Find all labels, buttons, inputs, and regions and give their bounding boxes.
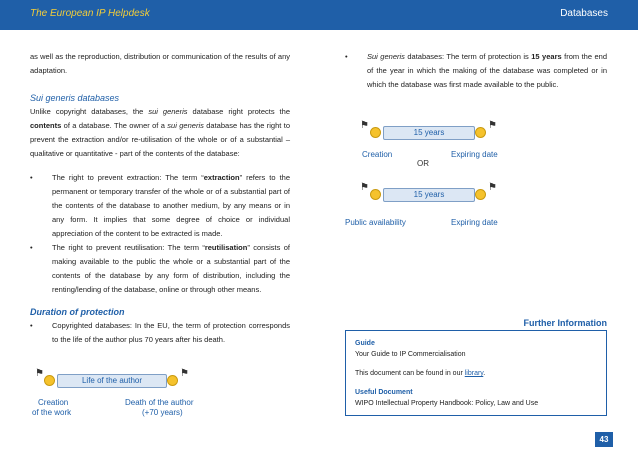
- further-information-title: Further Information: [523, 318, 607, 328]
- right-column: [345, 50, 607, 92]
- list-item-extraction: • The right to prevent extraction: The term “extraction” refers to the permanent or temporary transfer of the whole or of a substantial part of the contents of the database to another medium, by any means or in any form. It implies that some degree of choice or individual appreciation of the content to be extracted is made.: [30, 173, 290, 238]
- library-note: This document can be found in our library.: [355, 370, 486, 377]
- life-of-author-bar: Life of the author: [57, 374, 167, 388]
- rights-list: [30, 171, 290, 297]
- library-link[interactable]: library: [464, 370, 484, 377]
- start-marker-icon: [44, 375, 55, 386]
- sui-generis-duration-list: [345, 50, 607, 92]
- end-marker-icon: [167, 375, 178, 386]
- fifteen-years-bar: 15 years: [383, 188, 475, 202]
- life-of-author-figure: [30, 366, 230, 426]
- of-the-work-label: of the work: [32, 408, 72, 417]
- list-item-copyright: • Copyrighted databases: In the EU, the term of protection corresponds to the life of the author plus 70 years after his death.: [30, 321, 290, 344]
- header-right-title: Databases: [560, 8, 608, 19]
- start-marker-icon: [370, 189, 381, 200]
- list-item-sui-generis: • Sui generis databases: The term of protection is 15 years from the end of the year in which the making of the database was completed or in which the database was first made available to the public.: [345, 52, 607, 89]
- public-availability-timeline-figure: [345, 180, 607, 230]
- flag-start-icon: ⚑: [360, 182, 369, 193]
- death-of-author-label: Death of the author: [125, 398, 194, 407]
- sui-generis-paragraph: Unlike copyright databases, the sui generis database right protects the contents of a database. The owner of a sui generis database has the right to prevent the extraction and/or re-utilisation of the whole or of a substantial – qualitative or quantitative - part of the contents of the database:: [30, 107, 290, 158]
- plus-70-years-label: (+70 years): [142, 408, 183, 417]
- list-item-reutilisation: • The right to prevent reutilisation: The term “reutilisation” consists of making available to the public the whole or a substantial part of the contents of the database by any form of distribution, including the renting/lending of the database, online or through other means.: [30, 243, 290, 294]
- intro-paragraph: as well as the reproduction, distribution or communication of the results of any adaptation.: [30, 52, 290, 75]
- header-left-title: The European IP Helpdesk: [30, 8, 150, 19]
- fifteen-years-bar: 15 years: [383, 126, 475, 140]
- or-label: OR: [417, 159, 429, 168]
- creation-timeline-figure: [345, 118, 607, 173]
- guide-label: Guide: [355, 340, 375, 347]
- sui-generis-heading: Sui generis databases: [30, 93, 120, 103]
- flag-end-icon: ⚑: [488, 120, 497, 131]
- header-bar: [0, 0, 638, 30]
- flag-end-icon: ⚑: [488, 182, 497, 193]
- start-marker-icon: [370, 127, 381, 138]
- duration-heading: Duration of protection: [30, 307, 125, 317]
- flag-start-icon: ⚑: [35, 368, 44, 379]
- public-availability-label: Public availability: [345, 218, 406, 227]
- further-information-box: [345, 330, 607, 416]
- page-number: 43: [595, 432, 613, 447]
- end-marker-icon: [475, 189, 486, 200]
- flag-end-icon: ⚑: [180, 368, 189, 379]
- guide-text: Your Guide to IP Commercialisation: [355, 351, 466, 358]
- creation-label: Creation: [38, 398, 69, 407]
- flag-start-icon: ⚑: [360, 120, 369, 131]
- creation-label: Creation: [362, 150, 393, 159]
- useful-document-text: WIPO Intellectual Property Handbook: Policy, Law and Use: [355, 400, 539, 407]
- useful-document-label: Useful Document: [355, 389, 413, 396]
- expiring-date-label: Expiring date: [451, 150, 498, 159]
- duration-list: [30, 319, 290, 347]
- end-marker-icon: [475, 127, 486, 138]
- left-column: [30, 50, 290, 347]
- expiring-date-label: Expiring date: [451, 218, 498, 227]
